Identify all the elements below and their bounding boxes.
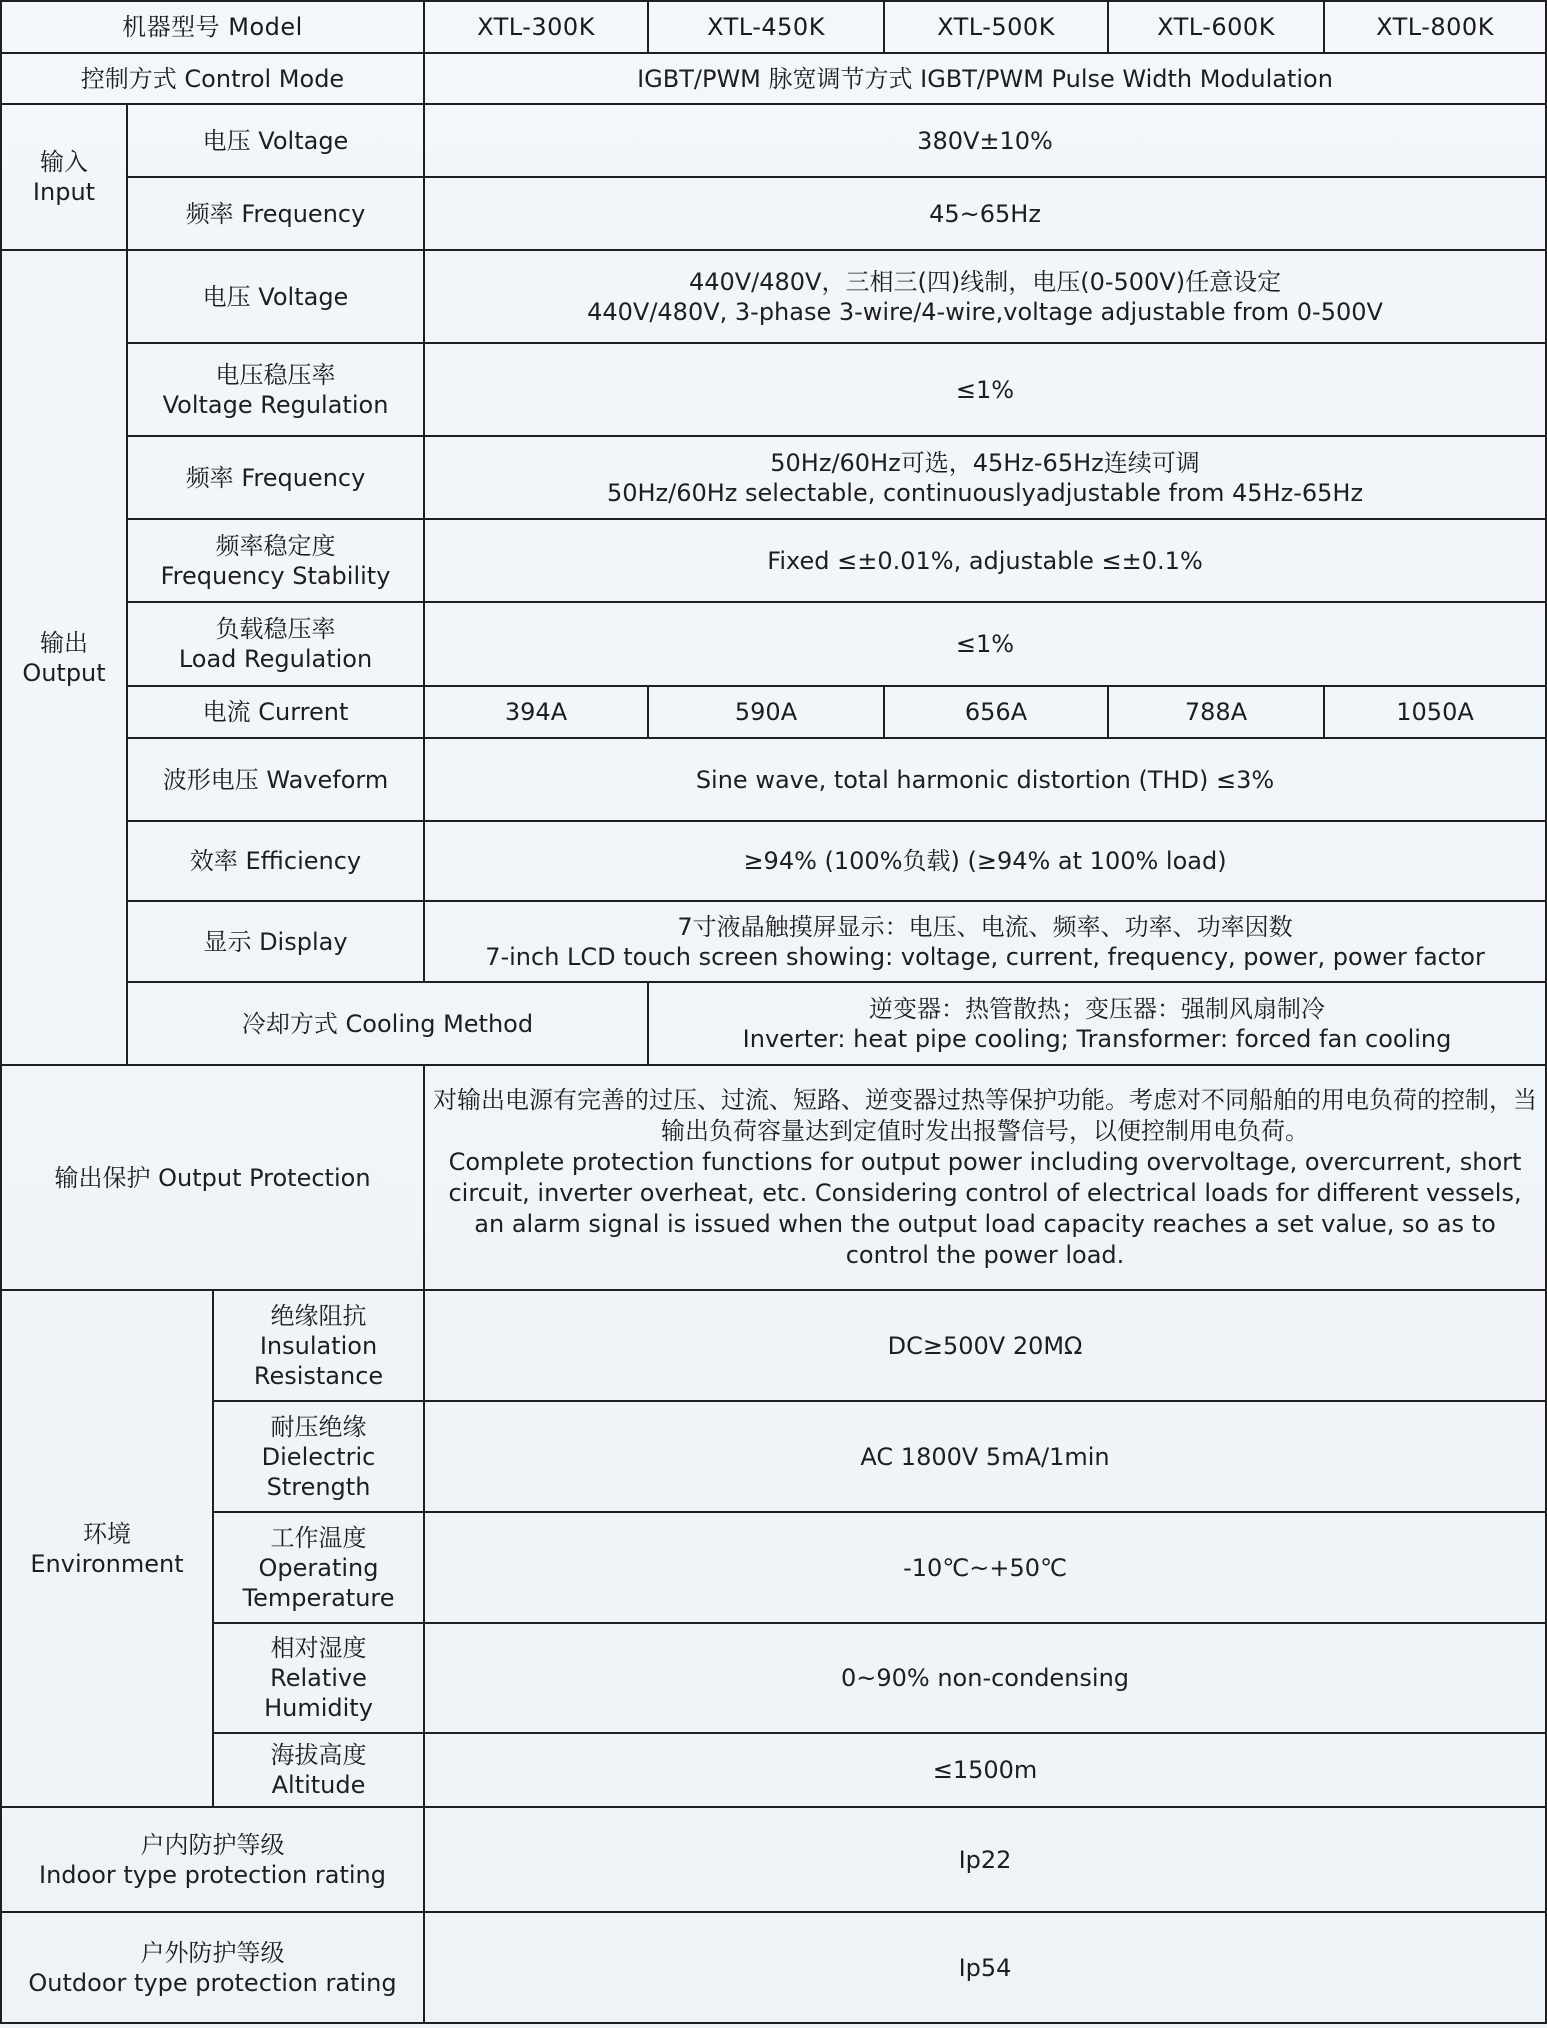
humidity-value: 0~90% non-condensing xyxy=(424,1623,1546,1733)
load-regulation-value: ≤1% xyxy=(424,602,1546,686)
input-voltage-row xyxy=(1,104,1546,177)
current-xtl-500k: 656A xyxy=(884,686,1108,738)
model-xtl-600k: XTL-600K xyxy=(1108,1,1324,53)
humidity-label: 相对湿度 Relative Humidity xyxy=(213,1623,424,1733)
input-frequency-label: 频率 Frequency xyxy=(127,177,424,250)
altitude-row xyxy=(1,1733,1546,1807)
frequency-stability-label: 频率稳定度 Frequency Stability xyxy=(127,519,424,602)
indoor-row xyxy=(1,1807,1546,1912)
frequency-stability-row xyxy=(1,519,1546,602)
waveform-value: Sine wave, total harmonic distortion (THD) ≤3% xyxy=(424,738,1546,821)
cooling-row xyxy=(1,982,1546,1065)
model-xtl-450k: XTL-450K xyxy=(648,1,884,53)
frequency-stability-value: Fixed ≤±0.01%, adjustable ≤±0.1% xyxy=(424,519,1546,602)
efficiency-label: 效率 Efficiency xyxy=(127,821,424,901)
waveform-label: 波形电压 Waveform xyxy=(127,738,424,821)
output-voltage-value: 440V/480V，三相三(四)线制，电压(0-500V)任意设定 440V/480V, 3-phase 3-wire/4-wire,voltage adjustable from 0-500V xyxy=(424,250,1546,343)
current-label: 电流 Current xyxy=(127,686,424,738)
voltage-regulation-value: ≤1% xyxy=(424,343,1546,436)
insulation-row xyxy=(1,1290,1546,1401)
display-value: 7寸液晶触摸屏显示：电压、电流、频率、功率、功率因数 7-inch LCD touch screen showing: voltage, current, frequency, power, power factor xyxy=(424,901,1546,982)
efficiency-value: ≥94% (100%负载) (≥94% at 100% load) xyxy=(424,821,1546,901)
cooling-value: 逆变器：热管散热；变压器：强制风扇制冷 Inverter: heat pipe cooling; Transformer: forced fan cooling xyxy=(648,982,1546,1065)
model-xtl-800k: XTL-800K xyxy=(1324,1,1546,53)
indoor-label: 户内防护等级 Indoor type protection rating xyxy=(1,1807,424,1912)
dielectric-label: 耐压绝缘 Dielectric Strength xyxy=(213,1401,424,1512)
dielectric-row xyxy=(1,1401,1546,1512)
model-xtl-300k: XTL-300K xyxy=(424,1,648,53)
load-regulation-label: 负载稳压率 Load Regulation xyxy=(127,602,424,686)
insulation-label: 绝缘阻抗 Insulation Resistance xyxy=(213,1290,424,1401)
input-frequency-value: 45~65Hz xyxy=(424,177,1546,250)
indoor-value: Ip22 xyxy=(424,1807,1546,1912)
output-frequency-label: 频率 Frequency xyxy=(127,436,424,519)
outdoor-label: 户外防护等级 Outdoor type protection rating xyxy=(1,1912,424,2023)
control-mode-value: IGBT/PWM 脉宽调节方式 IGBT/PWM Pulse Width Modulation xyxy=(424,53,1546,104)
environment-category: 环境 Environment xyxy=(1,1290,213,1807)
protection-value: 对输出电源有完善的过压、过流、短路、逆变器过热等保护功能。考虑对不同船舶的用电负荷的控制，当输出负荷容量达到定值时发出报警信号，以便控制用电负荷。 Complete protection functions for output power including overvoltage, overcurrent, short circuit, inverter overheat, etc. Considering control of electrical loads for different vessels, an alarm signal is issued when the output load capacity reaches a set value, so as to control the power load. xyxy=(424,1065,1546,1290)
current-xtl-300k: 394A xyxy=(424,686,648,738)
protection-label: 输出保护 Output Protection xyxy=(1,1065,424,1290)
control-mode-row xyxy=(1,53,1546,104)
load-regulation-row xyxy=(1,602,1546,686)
altitude-label: 海拔高度 Altitude xyxy=(213,1733,424,1807)
protection-row xyxy=(1,1065,1546,1290)
output-frequency-value: 50Hz/60Hz可选，45Hz-65Hz连续可调 50Hz/60Hz selectable, continuouslyadjustable from 45Hz-65Hz xyxy=(424,436,1546,519)
input-category: 输入 Input xyxy=(1,104,127,250)
insulation-value: DC≥500V 20MΩ xyxy=(424,1290,1546,1401)
output-frequency-row xyxy=(1,436,1546,519)
outdoor-value: Ip54 xyxy=(424,1912,1546,2023)
output-category: 输出 Output xyxy=(1,250,127,1065)
input-voltage-label: 电压 Voltage xyxy=(127,104,424,177)
current-row xyxy=(1,686,1546,738)
temperature-value: -10℃~+50℃ xyxy=(424,1512,1546,1623)
current-xtl-600k: 788A xyxy=(1108,686,1324,738)
input-voltage-value: 380V±10% xyxy=(424,104,1546,177)
input-frequency-row xyxy=(1,177,1546,250)
model-xtl-500k: XTL-500K xyxy=(884,1,1108,53)
outdoor-row xyxy=(1,1912,1546,2023)
altitude-value: ≤1500m xyxy=(424,1733,1546,1807)
efficiency-row xyxy=(1,821,1546,901)
dielectric-value: AC 1800V 5mA/1min xyxy=(424,1401,1546,1512)
temperature-row xyxy=(1,1512,1546,1623)
waveform-row xyxy=(1,738,1546,821)
cooling-label: 冷却方式 Cooling Method xyxy=(127,982,648,1065)
humidity-row xyxy=(1,1623,1546,1733)
control-mode-label: 控制方式 Control Mode xyxy=(1,53,424,104)
output-voltage-row xyxy=(1,250,1546,343)
temperature-label: 工作温度 Operating Temperature xyxy=(213,1512,424,1623)
output-voltage-label: 电压 Voltage xyxy=(127,250,424,343)
current-xtl-800k: 1050A xyxy=(1324,686,1546,738)
voltage-regulation-label: 电压稳压率 Voltage Regulation xyxy=(127,343,424,436)
model-label: 机器型号 Model xyxy=(1,1,424,53)
current-xtl-450k: 590A xyxy=(648,686,884,738)
display-row xyxy=(1,901,1546,982)
display-label: 显示 Display xyxy=(127,901,424,982)
voltage-regulation-row xyxy=(1,343,1546,436)
model-header-row xyxy=(1,1,1546,53)
